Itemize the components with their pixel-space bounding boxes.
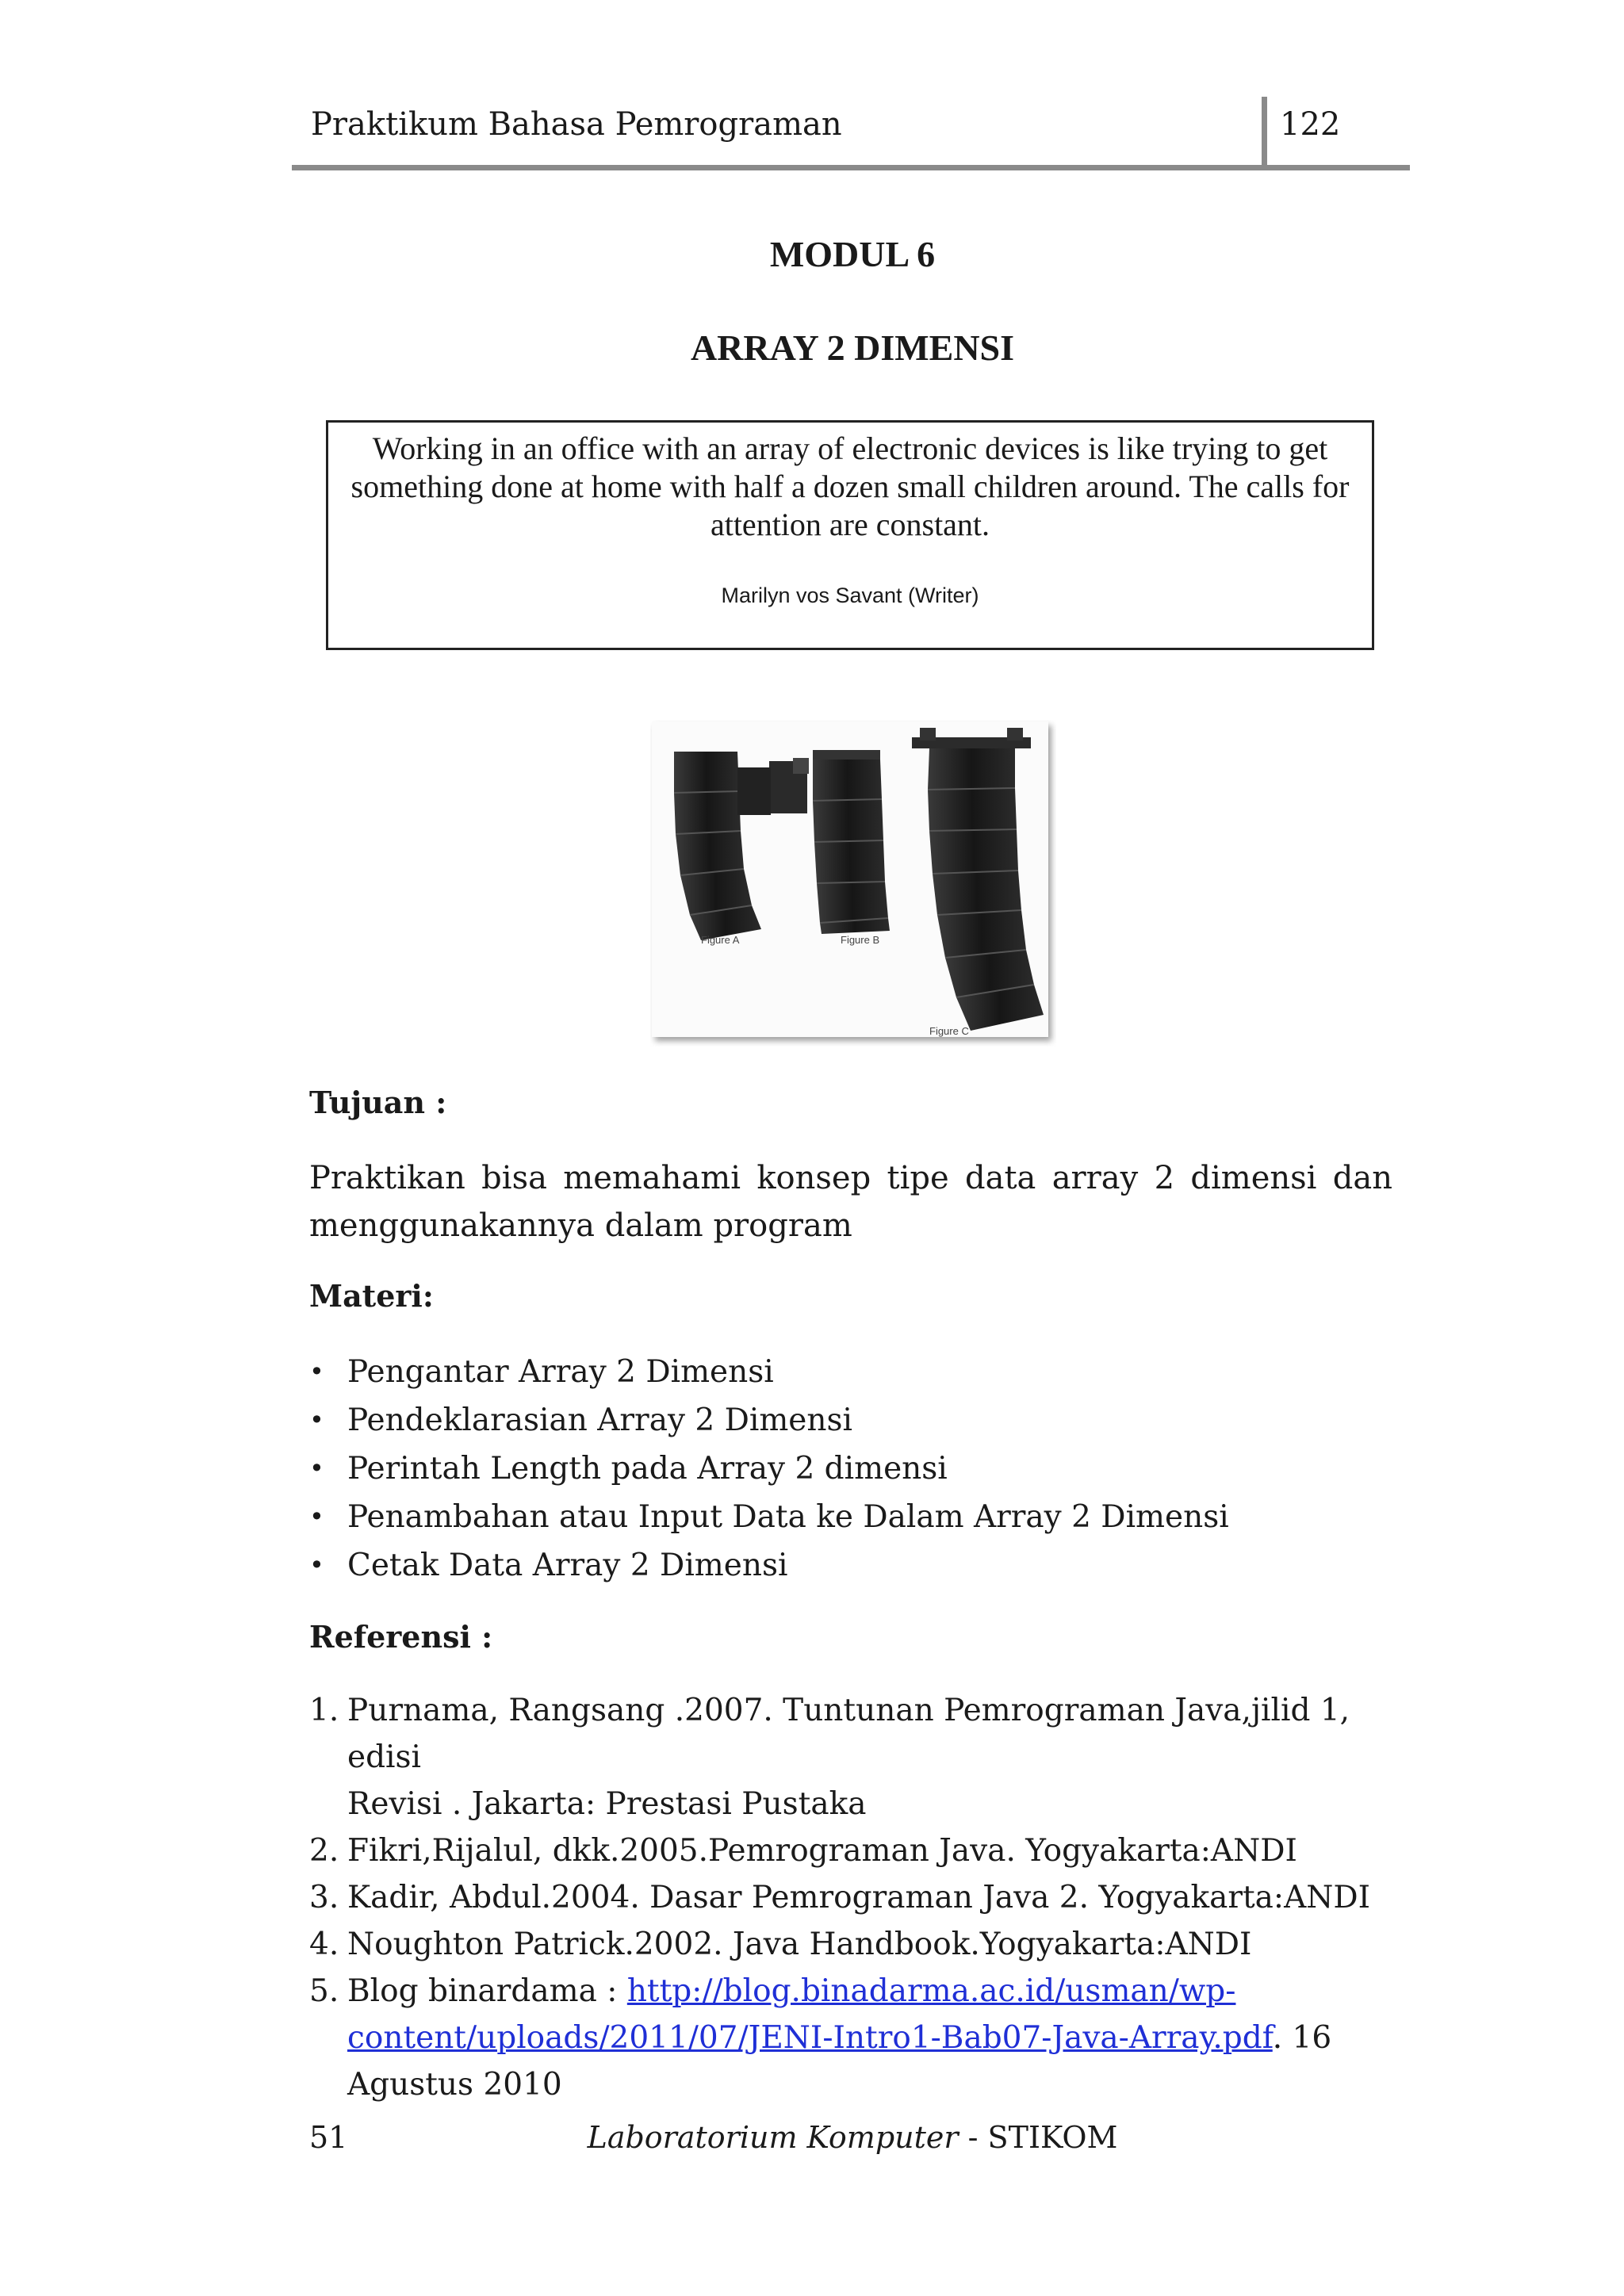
list-item: • Pendeklarasian Array 2 Dimensi	[309, 1396, 1229, 1445]
referensi-list	[309, 1687, 1404, 2108]
materi-list	[309, 1348, 1229, 1590]
list-item: • Pengantar Array 2 Dimensi	[309, 1348, 1229, 1396]
reference-item	[309, 1874, 1404, 1921]
reference-item	[309, 1827, 1404, 1874]
figure-c-label: Figure C	[929, 1025, 969, 1037]
reference-link[interactable]	[627, 1973, 1236, 2009]
footer-lab-rest: - STIKOM	[958, 2120, 1118, 2155]
reference-date-continued: Agustus 2010	[347, 2067, 562, 2103]
reference-item	[309, 1968, 1404, 2108]
reference-link-part-2[interactable]: content/uploads/2011/07/JENI-Intro1-Bab07-Java-Array.pdf	[347, 2020, 1273, 2056]
reference-number: 4.	[309, 1927, 339, 1962]
line-array-speakers-figure	[650, 720, 1056, 1047]
module-title: ARRAY 2 DIMENSI	[690, 327, 1015, 368]
reference-date-part: . 16	[1272, 2020, 1332, 2056]
section-heading-tujuan: Tujuan :	[309, 1085, 447, 1120]
reference-link-part-1[interactable]: http://blog.binadarma.ac.id/usman/wp-	[626, 1973, 1236, 2009]
quote-author: Marilyn vos Savant (Writer)	[721, 584, 979, 607]
reference-item	[309, 1921, 1404, 1968]
speakers-illustration	[650, 720, 1056, 1047]
section-heading-materi: Materi:	[309, 1278, 434, 1314]
list-item: • Penambahan atau Input Data ke Dalam Array 2 Dimensi	[309, 1493, 1229, 1541]
reference-text: Noughton Patrick.2002. Java Handbook.Yogyakarta:ANDI	[347, 1927, 1252, 1962]
reference-number: 5.	[309, 1973, 339, 2009]
section-heading-referensi: Referensi :	[309, 1619, 493, 1655]
figure-b-label: Figure B	[841, 934, 880, 946]
list-item: • Cetak Data Array 2 Dimensi	[309, 1541, 1229, 1590]
running-header-title: Praktikum Bahasa Pemrograman	[311, 106, 842, 143]
list-item: • Perintah Length pada Array 2 dimensi	[309, 1445, 1229, 1493]
speaker-array-b	[813, 750, 890, 946]
running-header-page-number: 122	[1280, 106, 1341, 143]
footer-lab-italic: Laboratorium Komputer	[587, 2120, 959, 2155]
reference-text: Kadir, Abdul.2004. Dasar Pemrograman Java 2. Yogyakarta:ANDI	[347, 1880, 1371, 1915]
footer-page-number: 51	[309, 2120, 348, 2155]
figure-a-label: Figure A	[701, 934, 740, 946]
reference-number: 2.	[309, 1833, 339, 1869]
quote-text: Working in an office with an array of electronic devices is like trying to get something done at home with half a dozen small children around. The calls for attention are constant.	[350, 430, 1350, 542]
reference-text: Blog binardama :	[347, 1973, 627, 2009]
reference-item	[309, 1687, 1404, 1827]
header-rule	[292, 165, 1410, 170]
reference-text: Fikri,Rijalul, dkk.2005.Pemrograman Java. Yogyakarta:ANDI	[347, 1833, 1297, 1869]
module-number: MODUL 6	[769, 234, 936, 274]
tujuan-line-1: Praktikan bisa memahami konsep tipe data array 2 dimensi dan	[309, 1160, 1392, 1196]
tujuan-paragraph	[309, 1154, 1392, 1249]
header-divider-vertical	[1262, 97, 1267, 168]
reference-text-continued: Revisi . Jakarta: Prestasi Pustaka	[347, 1786, 867, 1822]
reference-text: Purnama, Rangsang .2007. Tuntunan Pemrograman Java,jilid 1, edisi	[347, 1693, 1350, 1775]
footer-lab-name	[0, 2120, 1624, 2155]
reference-number: 1.	[309, 1693, 339, 1728]
reference-number: 3.	[309, 1880, 339, 1915]
reference-link-continued[interactable]	[347, 2020, 1273, 2056]
tujuan-line-2: menggunakannya dalam program	[309, 1207, 852, 1244]
